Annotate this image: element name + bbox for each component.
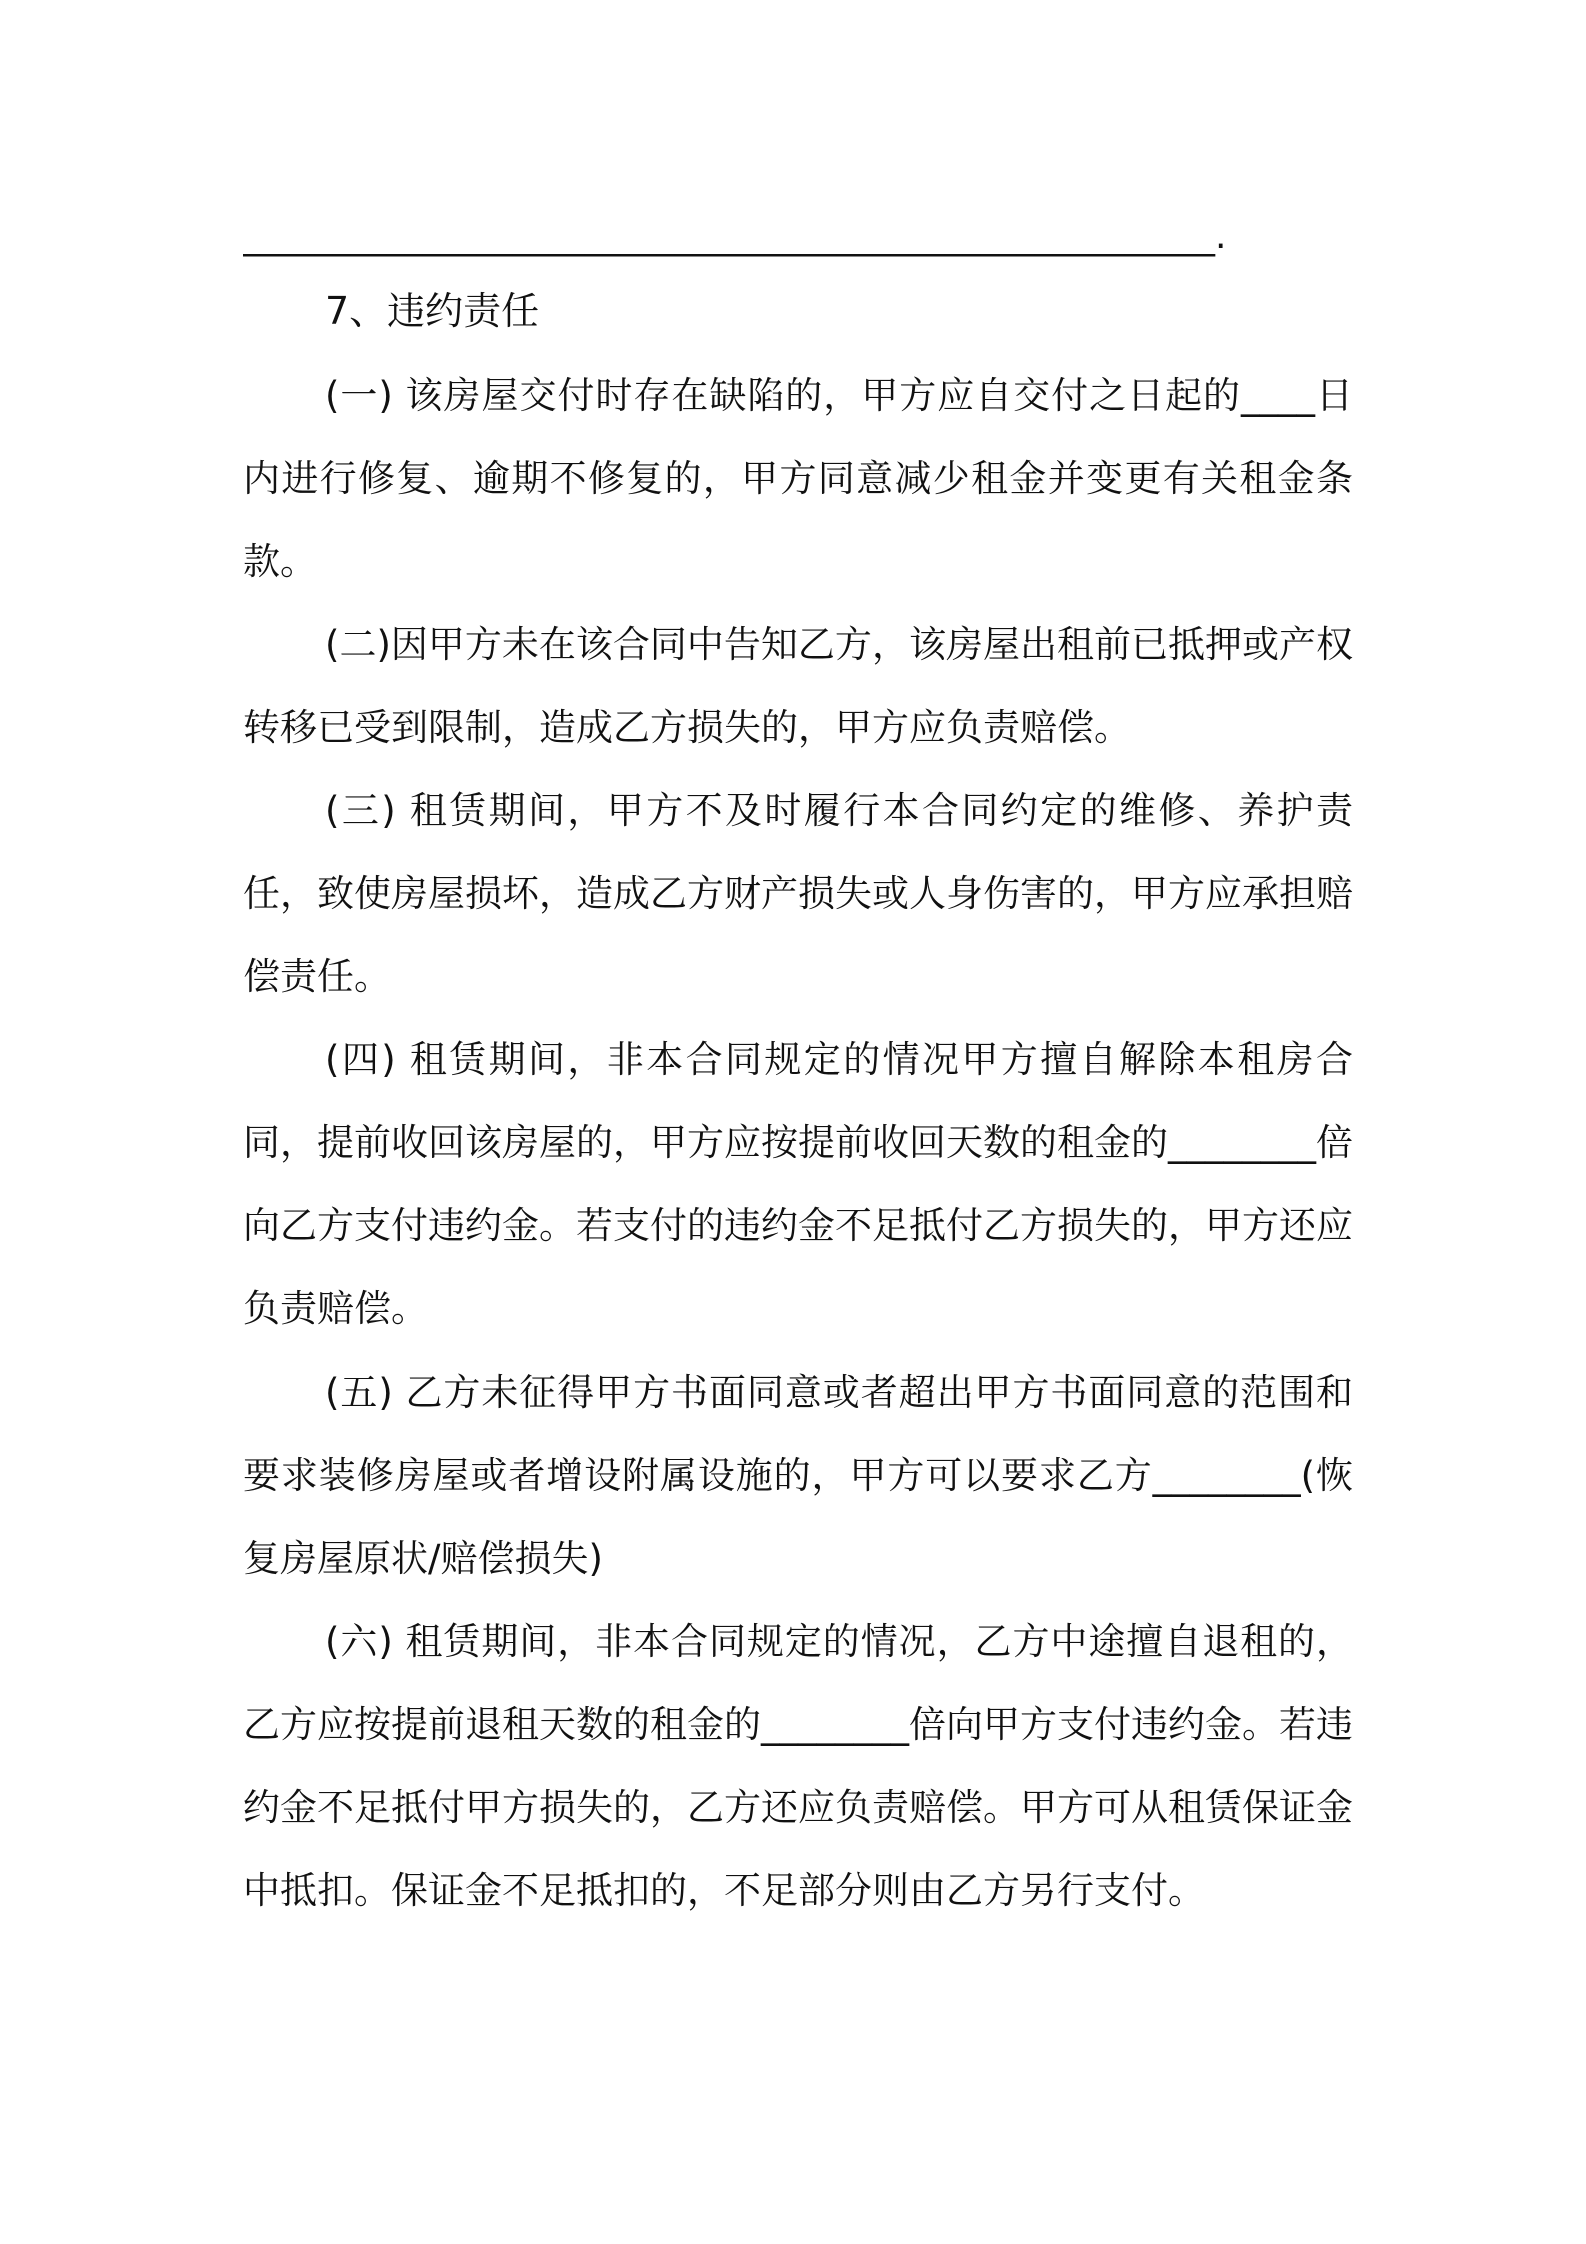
clause-paragraph-6: (六) 租赁期间，非本合同规定的情况，乙方中途擅自退租的，乙方应按提前退租天数的租金的________倍向甲方支付违约金。若违约金不足抵付甲方损失的，乙方还应负责赔偿。甲方可从租赁保证金中抵扣。保证金不足抵扣的，不足部分则由乙方另行支付。 [243,1620,1353,1912]
clause-paragraph-2: (二)因甲方未在该合同中告知乙方，该房屋出租前已抵押或产权转移已受到限制，造成乙方损失的，甲方应负责赔偿。 [243,623,1353,749]
clause-paragraph-4: (四) 租赁期间，非本合同规定的情况甲方擅自解除本租房合同，提前收回该房屋的，甲方应按提前收回天数的租金的________倍向乙方支付违约金。若支付的违约金不足抵付乙方损失的，甲方还应负责赔偿。 [243,1038,1353,1330]
clause-paragraph-3: (三) 租赁期间，甲方不及时履行本合同约定的维修、养护责任，致使房屋损坏，造成乙方财产损失或人身伤害的，甲方应承担赔偿责任。 [243,789,1353,998]
blank-fill-line: ______________________________________________________. [243,216,1227,257]
clause-paragraph-1: (一) 该房屋交付时存在缺陷的，甲方应自交付之日起的____日内进行修复、逾期不修复的，甲方同意减少租金并变更有关租金条款。 [243,374,1353,583]
section-heading: 7、违约责任 [325,289,540,333]
clause-paragraph-5: (五) 乙方未征得甲方书面同意或者超出甲方书面同意的范围和要求装修房屋或者增设附属设施的，甲方可以要求乙方________(恢复房屋原状/赔偿损失) [243,1371,1353,1580]
